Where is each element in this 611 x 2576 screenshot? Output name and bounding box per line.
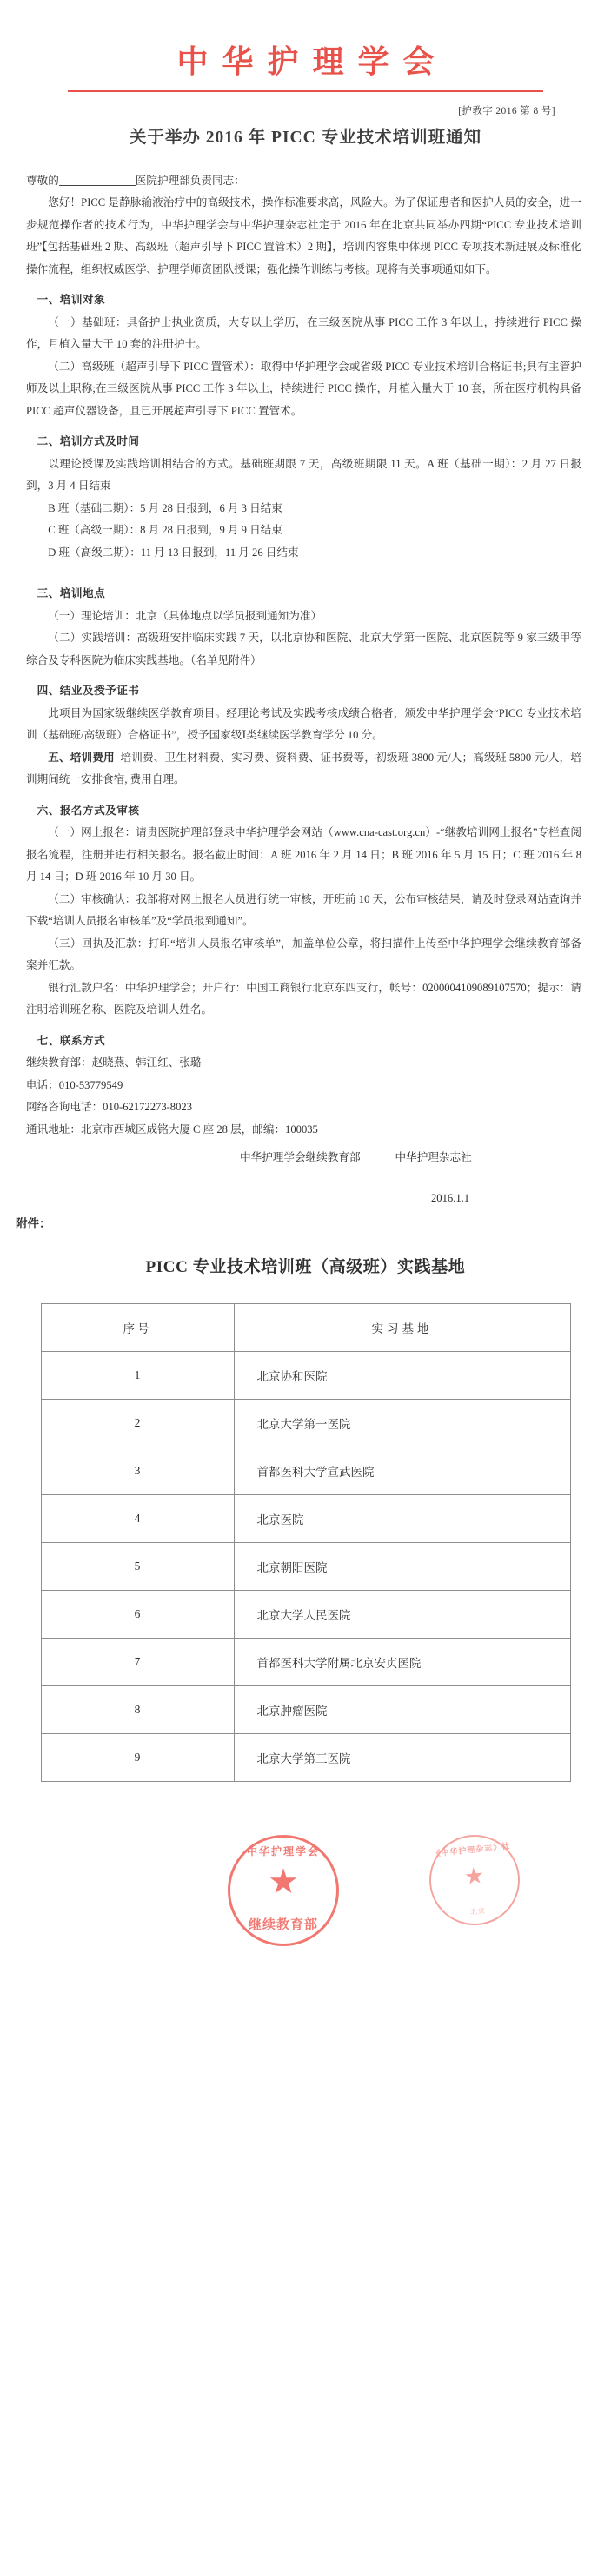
signature-block	[0, 1146, 611, 1210]
cell-base: 首都医科大学附属北京安贞医院	[234, 1639, 570, 1686]
table-row	[41, 1639, 570, 1686]
salutation	[26, 170, 581, 193]
section-5-heading: 五、培训费用	[48, 751, 115, 764]
cell-no: 4	[41, 1495, 234, 1543]
organization-name: 中华护理学会	[176, 44, 448, 79]
section-6-heading: 六、报名方式及审核	[37, 804, 140, 817]
cell-base: 首都医科大学宣武医院	[234, 1447, 570, 1495]
cell-no: 6	[41, 1591, 234, 1639]
seal-top-text: 中华护理学会	[246, 1845, 320, 1858]
section-3-heading: 三、培训地点	[37, 587, 106, 600]
table-row	[41, 1686, 570, 1734]
salutation-suffix: 医院护理部负责同志：	[135, 174, 245, 187]
section-4-heading: 四、结业及授予证书	[37, 685, 140, 698]
cell-no: 7	[41, 1639, 234, 1686]
cell-base: 北京朝阳医院	[234, 1543, 570, 1591]
seal-bottom-text: 继续教育部	[248, 1918, 318, 1932]
official-seal-continuing-education	[228, 1835, 339, 1946]
address-line: 通讯地址：北京市西城区成铭大厦 C 座 28 层，邮编：100035	[26, 1122, 318, 1136]
cell-base: 北京肿瘤医院	[234, 1686, 570, 1734]
table-body	[41, 1352, 570, 1782]
document-number: [护教字 2016 第 8 号]	[458, 105, 555, 116]
salutation-prefix: 尊敬的	[26, 174, 59, 187]
page-title: 关于举办 2016 年 PICC 专业技术培训班通知	[129, 128, 482, 147]
cell-no: 5	[41, 1543, 234, 1591]
section-1-item-2: （二）高级班（超声引导下 PICC 置管术）：取得中华护理学会或省级 PICC 专业技术培训合格证书;具有主管护师及以上职称;在三级医院从事 PICC 工作 3 年以上，持续进行 PICC 操作，月植入量大于 10 套，所在医疗机构具备 PICC 超声仪器设备，且已开展超声引导下 PICC 置管术。	[26, 360, 581, 417]
section-2-class-b: B 班（基础二期）：5 月 28 日报到，6 月 3 日结束	[48, 501, 282, 514]
section-3-item-1: （一）理论培训：北京（具体地点以学员报到通知为准）	[48, 609, 322, 622]
section-3-item-2: （二）实践培训：高级班安排临床实践 7 天，以北京协和医院、北京大学第一医院、北京医院等 9 家三级甲等综合及专科医院为临床实践基地。（名单见附件）	[26, 632, 581, 666]
cell-no: 2	[41, 1400, 234, 1447]
practice-bases-table	[41, 1303, 571, 1782]
signature-date: 2016.1.1	[431, 1192, 470, 1205]
cell-base: 北京协和医院	[234, 1352, 570, 1400]
table-row	[41, 1734, 570, 1782]
table-row	[41, 1400, 570, 1447]
hospital-name-blank[interactable]	[59, 185, 136, 186]
cell-no: 8	[41, 1686, 234, 1734]
seal-side-top-text: 《中华护理杂志》社	[432, 1841, 511, 1858]
official-seal-journal	[425, 1831, 524, 1930]
table-row	[41, 1495, 570, 1543]
section-1-item-1: （一）基础班：具备护士执业资质，大专以上学历，在三级医院从事 PICC 工作 3 年以上，持续进行 PICC 操作，月植入量大于 10 套的注册护士。	[26, 315, 581, 351]
attachment-label: 附件：	[16, 1217, 51, 1231]
column-header-base: 实习基地	[234, 1304, 570, 1352]
section-6-item-3: （三）回执及汇款：打印“培训人员报名审核单”，加盖单位公章，将扫描件上传至中华护理学会继续教育部备案并汇款。	[26, 937, 581, 972]
attachment-title: PICC 专业技术培训班（高级班）实践基地	[145, 1258, 466, 1277]
cell-no: 1	[41, 1352, 234, 1400]
section-1-heading: 一、培训对象	[37, 294, 106, 307]
section-2-lead: 以理论授课及实践培训相结合的方式。基础班期限 7 天，高级班期限 11 天。A 班（基础一期）：2 月 27 日报到，3 月 4 日结束	[26, 457, 581, 493]
document-body	[0, 148, 611, 1142]
cell-base: 北京大学第一医院	[234, 1400, 570, 1447]
star-icon: ★	[462, 1862, 486, 1891]
issuer-right: 中华护理杂志社	[395, 1151, 472, 1164]
phone-line: 电话：010-53779549	[26, 1078, 123, 1091]
letterhead-rule	[68, 90, 543, 92]
cell-no: 3	[41, 1447, 234, 1495]
issuer-left: 中华护理学会继续教育部	[240, 1151, 361, 1164]
column-header-no: 序号	[41, 1304, 234, 1352]
section-7-heading: 七、联系方式	[37, 1034, 106, 1047]
table-row	[41, 1543, 570, 1591]
cell-base: 北京大学人民医院	[234, 1591, 570, 1639]
section-6-bank-info: 银行汇款户名：中华护理学会；开户行：中国工商银行北京东四支行，帐号：0200004109089107570；提示：请注明培训班名称、医院及培训人姓名。	[26, 981, 581, 1016]
section-4-item-1: 此项目为国家级继续医学教育项目。经理论考试及实践考核成绩合格者，颁发中华护理学会“PICC 专业技术培训（基础班/高级班）合格证书”，授予国家级Ⅰ类继续医学教育学分 10 分。	[26, 706, 581, 742]
intro-paragraph: 您好！PICC 是静脉输液治疗中的高级技术，操作标准要求高，风险大。为了保证患者和医护人员的安全，进一步规范操作者的技术行为，中华护理学会与中华护理杂志社定于 2016 年在北京共同举办四期“PICC 专业技术培训班”【包括基础班 2 期、高级班（超声引导下 PICC 置管术）2 期】，培训内容集中体现 PICC 专项技术新进展及标准化操作流程，组织权威医学、护理学师资团队授课；强化操作训练与考核。现将有关事项通知如下。	[26, 196, 581, 275]
contacts-line: 继续教育部：赵晓燕、韩江红、张璐	[26, 1056, 202, 1069]
section-6-item-1: （一）网上报名：请贵医院护理部登录中华护理学会网站（www.cna-cast.org.cn）-“继教培训网上报名”专栏查阅报名流程，注册并进行相关报名。报名截止时间：A 班 2016 年 2 月 14 日；B 班 2016 年 5 月 15 日；C 班 2016 年 8 月 14 日；D 班 2016 年 10 月 30 日。	[26, 826, 581, 884]
section-5-text: 培训费、卫生材料费、实习费、资料费、证书费等，初级班 3800 元/人；高级班 5800 元/人，培训期间统一安排食宿, 费用自理。	[26, 751, 582, 786]
seal-side-bottom-text: 北京	[469, 1906, 486, 1917]
table-row	[41, 1447, 570, 1495]
letterhead	[0, 0, 611, 97]
cell-base: 北京医院	[234, 1495, 570, 1543]
section-6-item-2: （二）审核确认：我部将对网上报名人员进行统一审核，开班前 10 天，公布审核结果，请及时登录网站查询并下载“培训人员报名审核单”及“学员报到通知”。	[26, 892, 581, 928]
online-phone-line: 网络咨询电话：010-62172273-8023	[26, 1101, 192, 1114]
table-row	[41, 1352, 570, 1400]
section-2-heading: 二、培训方式及时间	[37, 435, 140, 448]
cell-no: 9	[41, 1734, 234, 1782]
section-2-class-c: C 班（高级一期）：8 月 28 日报到，9 月 9 日结束	[48, 524, 282, 537]
cell-base: 北京大学第三医院	[234, 1734, 570, 1782]
star-icon: ★	[268, 1862, 299, 1902]
section-2-class-d: D 班（高级二期）：11 月 13 日报到，11 月 26 日结束	[48, 546, 299, 559]
section-5-block	[26, 747, 581, 791]
table-row	[41, 1591, 570, 1639]
table-header-row	[41, 1304, 570, 1352]
